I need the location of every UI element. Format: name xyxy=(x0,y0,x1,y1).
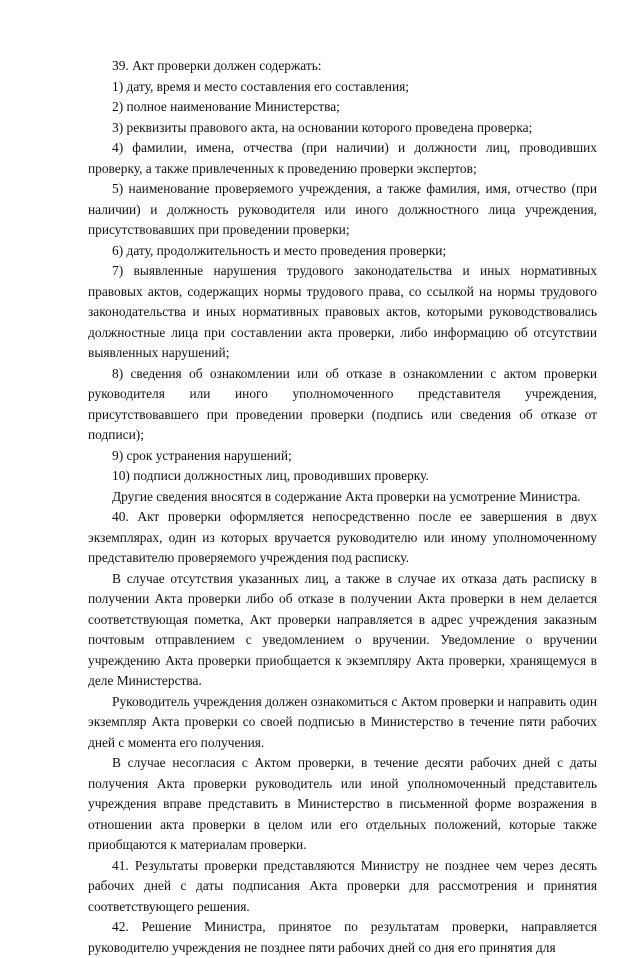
paragraph-other-info: Другие сведения вносятся в содержание Акта проверки на усмотрение Министра. xyxy=(112,488,581,504)
paragraph-disagreement: В случае несогласия с Актом проверки, в течение десяти рабочих дней с даты получения Акта проверки руководитель или иной уполномоченный представитель учреждения вправе представить в Министерство в письменной форме возражения в отношении акта проверки в целом или его отдельных положений, которые также приобщаются к материалам проверки. xyxy=(88,755,597,852)
paragraph-item-9: 9) срок устранения нарушений; xyxy=(112,447,292,463)
paragraph-item-3: 3) реквизиты правового акта, на основании которого проведена проверка; xyxy=(112,119,533,135)
paragraph-39-heading: 39. Акт проверки должен содержать: xyxy=(112,58,322,73)
paragraph-head-acquaint: Руководитель учреждения должен ознакомиться с Актом проверки и направить один экземпляр Акта проверки со своей подписью в Министерство в течение пяти рабочих дней с момента его получения. xyxy=(88,693,597,750)
document-page xyxy=(88,56,597,958)
paragraph-42: 42. Решение Министра, принятое по результатам проверки, направляется руководителю учреждения не позднее пяти рабочих дней со дня его принятия для xyxy=(88,919,597,955)
paragraph-item-10: 10) подписи должностных лиц, проводивших проверку. xyxy=(112,468,429,483)
paragraph-item-5: 5) наименование проверяемого учреждения, а также фамилия, имя, отчество (при наличии) и должность руководителя или иного должностного лица учреждения, присутствовавших при проведении проверки; xyxy=(88,181,597,237)
paragraph-absence-case: В случае отсутствия указанных лиц, а также в случае их отказа дать расписку в получении Акта проверки либо об отказе в получении Акта проверки в нем делается соответствующая пометка, Акт проверки направляется в адрес учреждения заказным почтовым отправлением с уведомлением о вручении. Уведомление о вручении учреждению Акта проверки приобщается к экземпляру Акта проверки, хранящемуся в деле Министерства. xyxy=(88,570,597,688)
paragraph-item-8: 8) сведения об ознакомлении или об отказе в ознакомлении с актом проверки руководителя или иного уполномоченного представителя учреждения, присутствовавшего при проведении проверки (подпись или сведения об отказе от подписи); xyxy=(88,365,597,442)
paragraph-item-2: 2) полное наименование Министерства; xyxy=(112,99,340,114)
paragraph-41: 41. Результаты проверки представляются Министру не позднее чем через десять рабочих дней с даты подписания Акта проверки для рассмотрения и принятия соответствующего решения. xyxy=(88,857,597,914)
paragraph-item-4: 4) фамилии, имена, отчества (при наличии) и должности лиц, проводивших проверку, а также привлеченных к проведению проверки экспертов; xyxy=(88,140,597,176)
paragraph-item-1: 1) дату, время и место составления его составления; xyxy=(112,78,409,94)
paragraph-40: 40. Акт проверки оформляется непосредственно после ее завершения в двух экземплярах, один из которых вручается руководителю или иному уполномоченному представителю проверяемого учреждения под расписку. xyxy=(88,509,597,565)
paragraph-item-6: 6) дату, продолжительность и место проведения проверки; xyxy=(112,242,447,258)
paragraph-item-7: 7) выявленные нарушения трудового законодательства и иных нормативных правовых актов, содержащих нормы трудового права, со ссылкой на нормы трудового законодательства и иных нормативных правовых актов, которыми руководствовались должностные лица при составлении акта проверки, либо информацию об отсутствии выявленных нарушений; xyxy=(88,263,597,360)
